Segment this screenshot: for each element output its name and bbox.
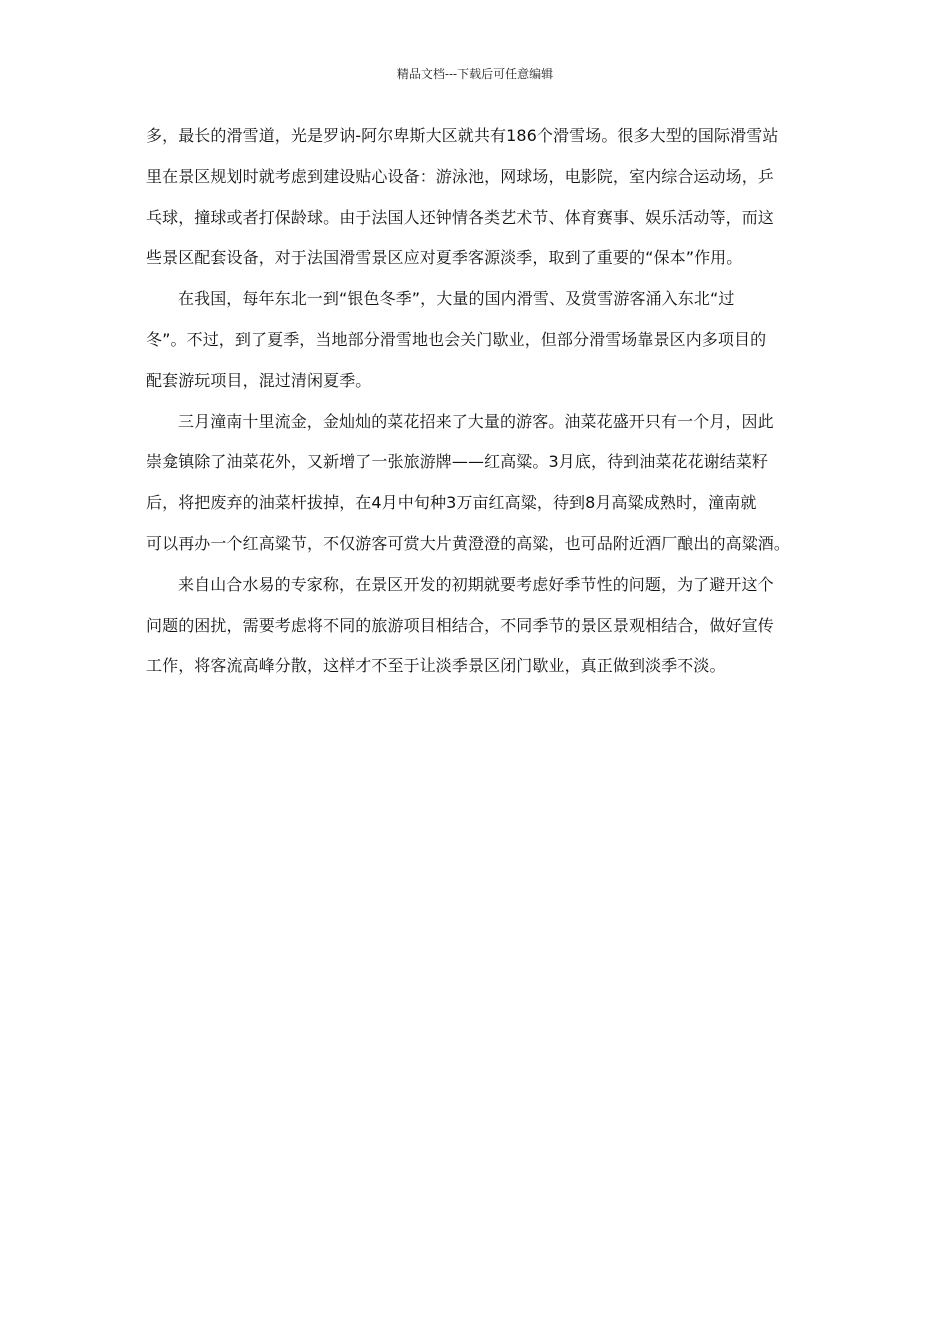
text-line: 里在景区规划时就考虑到建设贴心设备：游泳池，网球场，电影院，室内综合运动场，乒 [146, 166, 774, 186]
text-line: 来自山合水易的专家称，在景区开发的初期就要考虑好季节性的问题，为了避开这个 [178, 574, 774, 594]
text-line: 配套游玩项目，混过清闲夏季。 [146, 370, 372, 390]
text-line: 问题的困扰，需要考虑将不同的旅游项目相结合，不同季节的景区景观相结合，做好宣传 [146, 615, 774, 635]
text-line: 可以再办一个红高粱节，不仅游客可赏大片黄澄澄的高粱，也可品附近酒厂酿出的高粱酒。 [146, 533, 791, 553]
text-line: 冬”。不过，到了夏季，当地部分滑雪地也会关门歇业，但部分滑雪场靠景区内多项目的 [146, 329, 767, 349]
text-line: 三月潼南十里流金，金灿灿的菜花招来了大量的游客。油菜花盛开只有一个月，因此 [178, 411, 774, 431]
paragraph-1 [146, 116, 810, 279]
text-line: 些景区配套设备，对于法国滑雪景区应对夏季客源淡季，取到了重要的“保本”作用。 [146, 248, 743, 268]
document-body [146, 116, 810, 687]
paragraph-3 [146, 402, 810, 565]
text-line: 乓球，撞球或者打保龄球。由于法国人还钟情各类艺术节、体育赛事、娱乐活动等，而这 [146, 207, 774, 227]
text-line: 后，将把废弃的油菜杆拔掉，在4月中旬种3万亩红高粱，待到8月高粱成熟时，潼南就 [146, 493, 757, 513]
paragraph-4 [146, 565, 810, 687]
text-line: 多，最长的滑雪道，光是罗讷-阿尔卑斯大区就共有186个滑雪场。很多大型的国际滑雪站 [146, 126, 779, 145]
text-line: 崇龛镇除了油菜花外，又新增了一张旅游牌——红高粱。3月底，待到油菜花花谢结菜籽 [146, 452, 769, 472]
page-header: 精品文档---下载后可任意编辑 [396, 67, 554, 81]
paragraph-2 [146, 279, 810, 401]
text-line: 在我国，每年东北一到“银色冬季”，大量的国内滑雪、及赏雪游客涌入东北“过 [178, 289, 735, 309]
text-line: 工作，将客流高峰分散，这样才不至于让淡季景区闭门歇业，真正做到淡季不淡。 [146, 656, 726, 676]
